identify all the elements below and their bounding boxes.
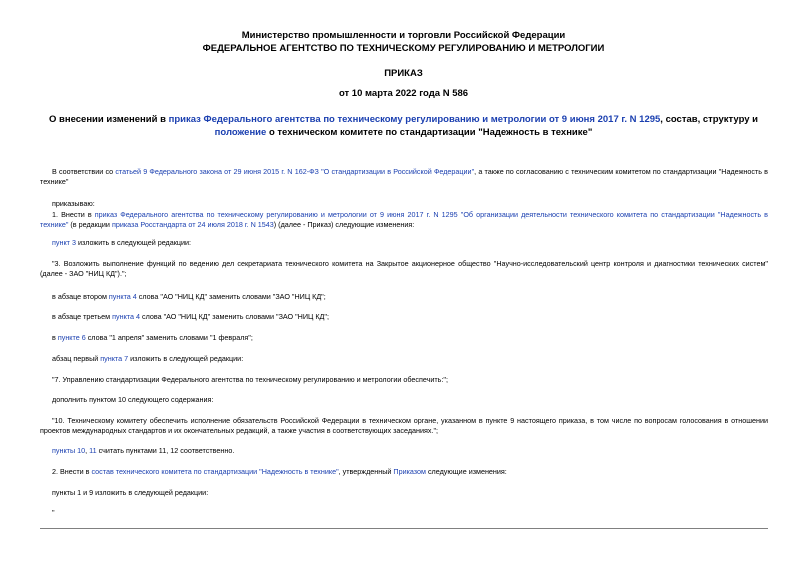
p8-text-pre: в bbox=[52, 333, 58, 342]
p4-text-post: изложить в следующей редакции: bbox=[75, 238, 192, 247]
p8-text-post: слова "1 апреля" заменить словами "1 февраля"; bbox=[85, 333, 253, 342]
paragraph-preamble bbox=[40, 167, 768, 187]
paragraph-renumber bbox=[40, 446, 768, 456]
p3-link-order-2018[interactable]: приказа Росстандарта от 24 июля 2018 г. N 1543 bbox=[111, 220, 274, 229]
p6-text-post: слова "АО "НИЦ КД" заменить словами "ЗАО "НИЦ КД"; bbox=[136, 292, 326, 301]
p1-link-law[interactable]: статьей 9 Федерального закона от 29 июня 2015 г. N 162-ФЗ "О стандартизации в Российской Федерации" bbox=[115, 167, 475, 176]
p2-text: приказываю: bbox=[52, 199, 95, 208]
p4-link-point-3[interactable]: пункт 3 bbox=[52, 238, 76, 247]
p3-text-pre: 1. Внести в bbox=[52, 210, 95, 219]
p6-text-pre: в абзаце втором bbox=[52, 292, 109, 301]
title-text-pre: О внесении изменений в bbox=[48, 114, 169, 125]
paragraph-point-7 bbox=[40, 354, 768, 364]
p1-text-pre: В соответствии со bbox=[52, 167, 116, 176]
p14-link-committee[interactable]: состав технического комитета по стандартизации "Надежность в технике" bbox=[91, 467, 339, 476]
ministry-name: Министерство промышленности и торговли Российской Федерации bbox=[241, 30, 566, 41]
p11-text: дополнить пунктом 10 следующего содержания: bbox=[52, 395, 214, 404]
paragraph-item-1 bbox=[40, 210, 768, 230]
p9-link-point-7[interactable]: пункта 7 bbox=[100, 354, 129, 363]
p15-text: пункты 1 и 9 изложить в следующей редакции: bbox=[52, 488, 209, 497]
paragraph-point-4-second bbox=[40, 292, 768, 302]
p9-text-post: изложить в следующей редакции: bbox=[128, 354, 244, 363]
page-divider bbox=[40, 528, 768, 529]
title-text-post: о техническом комитете по стандартизации "Надежность в технике" bbox=[266, 126, 593, 138]
title-link-order[interactable]: приказ Федерального агентства по техническому регулированию и метрологии от 9 июня 2017 г. N 1295 bbox=[168, 114, 661, 125]
p14-text-pre: 2. Внести в bbox=[52, 467, 92, 476]
p1-text-post: , а также по согласованию с техническим комитетом по стандартизации "Надежность в технике" bbox=[40, 167, 768, 186]
p7-text-pre: в абзаце третьем bbox=[52, 312, 113, 321]
p6-link-point-4[interactable]: пункта 4 bbox=[108, 292, 137, 301]
paragraph-add-point-10 bbox=[40, 395, 768, 405]
paragraph-item-2 bbox=[40, 467, 768, 477]
agency-name: ФЕДЕРАЛЬНОЕ АГЕНТСТВО ПО ТЕХНИЧЕСКОМУ РЕГУЛИРОВАНИЮ И МЕТРОЛОГИИ bbox=[202, 43, 605, 54]
p7-link-point-4[interactable]: пункта 4 bbox=[112, 312, 141, 321]
p5-text: "3. Возложить выполнение функций по ведению дел секретариата технического комитета на Закрытое акционерное общество "Научно-исследовательский центр контроля и диагностики технических систем" (далее - ЗАО "НИЦ КД")."; bbox=[40, 259, 768, 278]
paragraph-order bbox=[40, 199, 768, 209]
paragraph-points-1-9 bbox=[40, 488, 768, 498]
paragraph-point-7-text bbox=[40, 375, 768, 385]
p13-link-point-10[interactable]: пункты 10 bbox=[52, 446, 86, 455]
paragraph-point-4-third bbox=[40, 312, 768, 322]
paragraph-item-3-text bbox=[40, 259, 768, 279]
doc-type: ПРИКАЗ bbox=[384, 68, 423, 79]
p16-text: " bbox=[52, 508, 55, 517]
title-link-regulation[interactable]: положение bbox=[214, 126, 267, 138]
title-text-mid: , состав, структуру и bbox=[660, 114, 759, 125]
p10-text: "7. Управлению стандартизации Федерального агентства по техническому регулированию и метрологии обеспечить:"; bbox=[52, 375, 448, 384]
p12-text: "10. Техническому комитету обеспечить исполнение обязательств Российской Федерации в техническом органе, указанном в пункте 9 настоящего приказа, в том числе по вопросам голосования в отношении проектов международных стандартов и их окончательных редакций, а также участия в соответствующих заседаниях."; bbox=[40, 416, 768, 435]
document-title bbox=[40, 114, 767, 139]
p13-link-point-11[interactable]: 11 bbox=[89, 446, 97, 455]
p3-link-order[interactable]: приказ Федерального агентства по техническому регулированию и метрологии от 9 июня 2017 г. N 1295 "Об организации деятельности технического комитета по стандартизации "Надежность в технике" bbox=[40, 210, 768, 229]
p7-text-post: слова "АО "НИЦ КД" заменить словами "ЗАО "НИЦ КД"; bbox=[140, 312, 329, 321]
paragraph-item-3-intro bbox=[40, 238, 768, 248]
paragraph-quote-start bbox=[40, 508, 768, 518]
p3-text-mid: (в редакции bbox=[68, 220, 112, 229]
p14-text-mid: , утвержденный bbox=[338, 467, 394, 476]
p14-link-order[interactable]: Приказом bbox=[393, 467, 426, 476]
p8-link-point-6[interactable]: пункте 6 bbox=[57, 333, 86, 342]
p13-text-post: считать пунктами 11, 12 соответственно. bbox=[96, 446, 235, 455]
doc-date: от 10 марта 2022 года N 586 bbox=[338, 88, 469, 99]
p9-text-pre: абзац первый bbox=[52, 354, 101, 363]
p14-text-post: следующие изменения: bbox=[425, 467, 507, 476]
p3-text-post: ) (далее - Приказ) следующие изменения: bbox=[273, 220, 415, 229]
paragraph-point-10-text bbox=[40, 416, 768, 436]
paragraph-point-6 bbox=[40, 333, 768, 343]
p13-sep: , bbox=[85, 446, 90, 455]
